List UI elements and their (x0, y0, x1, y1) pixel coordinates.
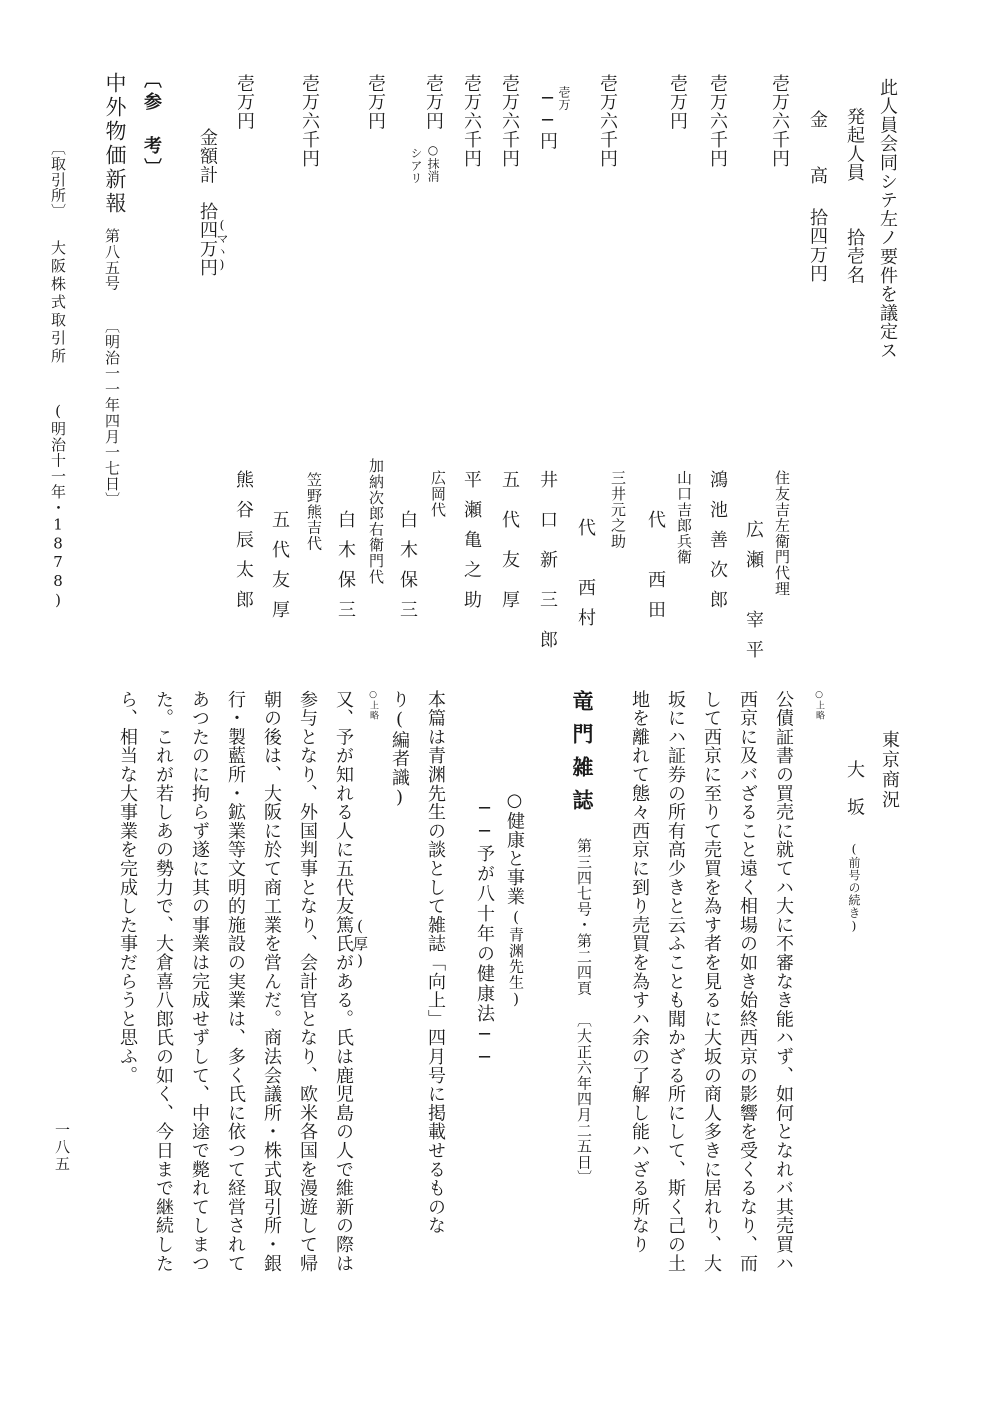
name-nishida: 代 西田 (645, 510, 666, 630)
capital-value: 拾四万円 (807, 208, 828, 284)
editor-line-1: 本篇は青渊先生の談として雑誌「向上」四月号に掲載せるものな (425, 690, 446, 1236)
name-sumitomo-role: 住友吉左衛門代理 (773, 470, 791, 597)
amount-kano: 壱万円 (365, 74, 386, 131)
body-line-2: 参与となり、外国判事となり、会計官となり、欧米各国を漫遊して帰 (297, 690, 318, 1273)
promoters-label: 発起人員 (844, 107, 865, 183)
correction-mark: (厚) (351, 917, 369, 971)
source-name: 大阪株式取引所 (49, 240, 67, 366)
name-shiraki-1: 白木保三 (397, 510, 418, 630)
article-author: (青渊先生) (507, 908, 525, 1009)
name-hirose: 広瀬 宰平 (743, 520, 764, 670)
para-line-3: して西京に至りて売買を為す者を見るに大坂の商人多きに居れり、大 (701, 690, 722, 1273)
amount-kumagaya: 壱万円 (234, 74, 255, 131)
amount-yamaguchi: 壱万円 (667, 74, 688, 131)
article-subtitle: ──予が八十年の健康法── (474, 798, 495, 1070)
intro-line: 此人員会同シテ左ノ要件を議定ス (877, 78, 898, 360)
section-title: 東京商況 (879, 730, 900, 810)
editor-line-2: り(編者識) (389, 690, 410, 809)
para-line-5: 地を離れて態々西京に到り売買を為すハ余の了解し能ハざる所なり (629, 690, 650, 1254)
amount-inoguchi-top: 壱万 (557, 86, 571, 111)
amount-godai: 壱万六千円 (499, 74, 520, 168)
para-line-2: 西京に及バざること遠く相場の如き始終西京の影響を受くるなり、而 (737, 690, 758, 1273)
body-line-5: あつたのに拘らず遂に其の事業は完成せずして、中途で斃れてしまつ (189, 690, 210, 1273)
magazine-date: 〔大正六年四月二五日〕 (575, 1012, 593, 1186)
amount-inoguchi: ──円 (537, 88, 558, 151)
amount-sumitomo: 壱万六千円 (769, 74, 790, 168)
source-date: (明治十一年・1878) (49, 402, 67, 610)
total-label: 金額計 (197, 128, 218, 185)
name-kasano-role: 笠野熊吉代 (305, 472, 323, 551)
amount-kasano: 壱万六千円 (299, 74, 320, 168)
amount-note-erased: ○抹消 (426, 143, 440, 183)
body-line-3: 朝の後は、大阪に於て商工業を営んだ。商法会議所・株式取引所・銀 (261, 690, 282, 1273)
body-line-1: 又、予が知れる人に五代友篤氏がある。氏は鹿児島の人で維新の際は (333, 690, 354, 1273)
name-kano-role: 加納次郎右衛門代 (367, 458, 385, 585)
body-line-4: 行・製藍所・鉱業等文明的施設の実業は、多く氏に依つて経営されて (225, 690, 246, 1273)
total-value: 拾四万円 (197, 202, 218, 278)
page-number: 一八五 (53, 1122, 71, 1173)
name-inoguchi: 井口新三郎 (537, 470, 558, 670)
amount-konoike: 壱万六千円 (707, 74, 728, 168)
name-konoike: 鴻池善次郎 (707, 470, 728, 620)
amount-hirase: 壱万六千円 (461, 74, 482, 168)
name-shiraki-2: 白木保三 (335, 510, 356, 630)
magazine-title: 竜門雑誌 (570, 690, 595, 822)
name-nishimura: 代 西村 (575, 518, 596, 638)
name-hirase: 平瀬亀之助 (461, 470, 482, 620)
amount-mitsui: 壱万六千円 (597, 74, 618, 168)
para-line-4: 坂にハ証券の所有高少きと云ふことも聞かざる所にして、斯く己の土 (665, 690, 686, 1273)
body-line-7: ら、相当な大事業を完成した事だらうと思ふ。 (117, 690, 138, 1085)
name-hirooka-role: 広岡代 (429, 470, 447, 518)
name-mitsui-role: 三井元之助 (609, 470, 627, 549)
osaka-note: (前号の続き) (847, 842, 861, 934)
newspaper-issue: 第八五号 (103, 228, 121, 292)
name-kumagaya: 熊谷辰太郎 (233, 470, 254, 620)
body-line-6: た。これが若しあの勢力で、大倉喜八郎氏の如く、今日まで継続した (153, 690, 174, 1273)
article-title: ○健康と事業 (504, 790, 525, 906)
total-note: (マヽ) (215, 218, 229, 272)
name-godai: 五代友厚 (499, 470, 520, 630)
source-label: 〔取引所〕 (49, 140, 67, 219)
name-godai-2: 五代友厚 (269, 510, 290, 630)
osaka-heading: 大 坂 (844, 760, 865, 817)
capital-label: 金 高 (807, 110, 828, 186)
promoters-count: 拾壱名 (844, 228, 865, 285)
ryaku-mark: ○上略 (814, 690, 824, 721)
para-line-1: 公債証書の買売に就てハ大に不審なき能ハず、如何となれバ其売買ハ (773, 690, 794, 1273)
name-yamaguchi-role: 山口吉郎兵衛 (675, 470, 693, 565)
amount-hirooka: 壱万円 (423, 74, 444, 131)
newspaper-date: 〔明治一一年四月一七日〕 (103, 318, 121, 508)
magazine-issue: 第三四七号・第二四頁 (575, 838, 593, 996)
newspaper-title: 中外物価新報 (103, 72, 127, 216)
reference-label: 〔参 考〕 (141, 70, 162, 180)
amount-note-shiari: シアリ (409, 147, 423, 185)
ryaku-mark-2: ○上略 (368, 690, 378, 721)
